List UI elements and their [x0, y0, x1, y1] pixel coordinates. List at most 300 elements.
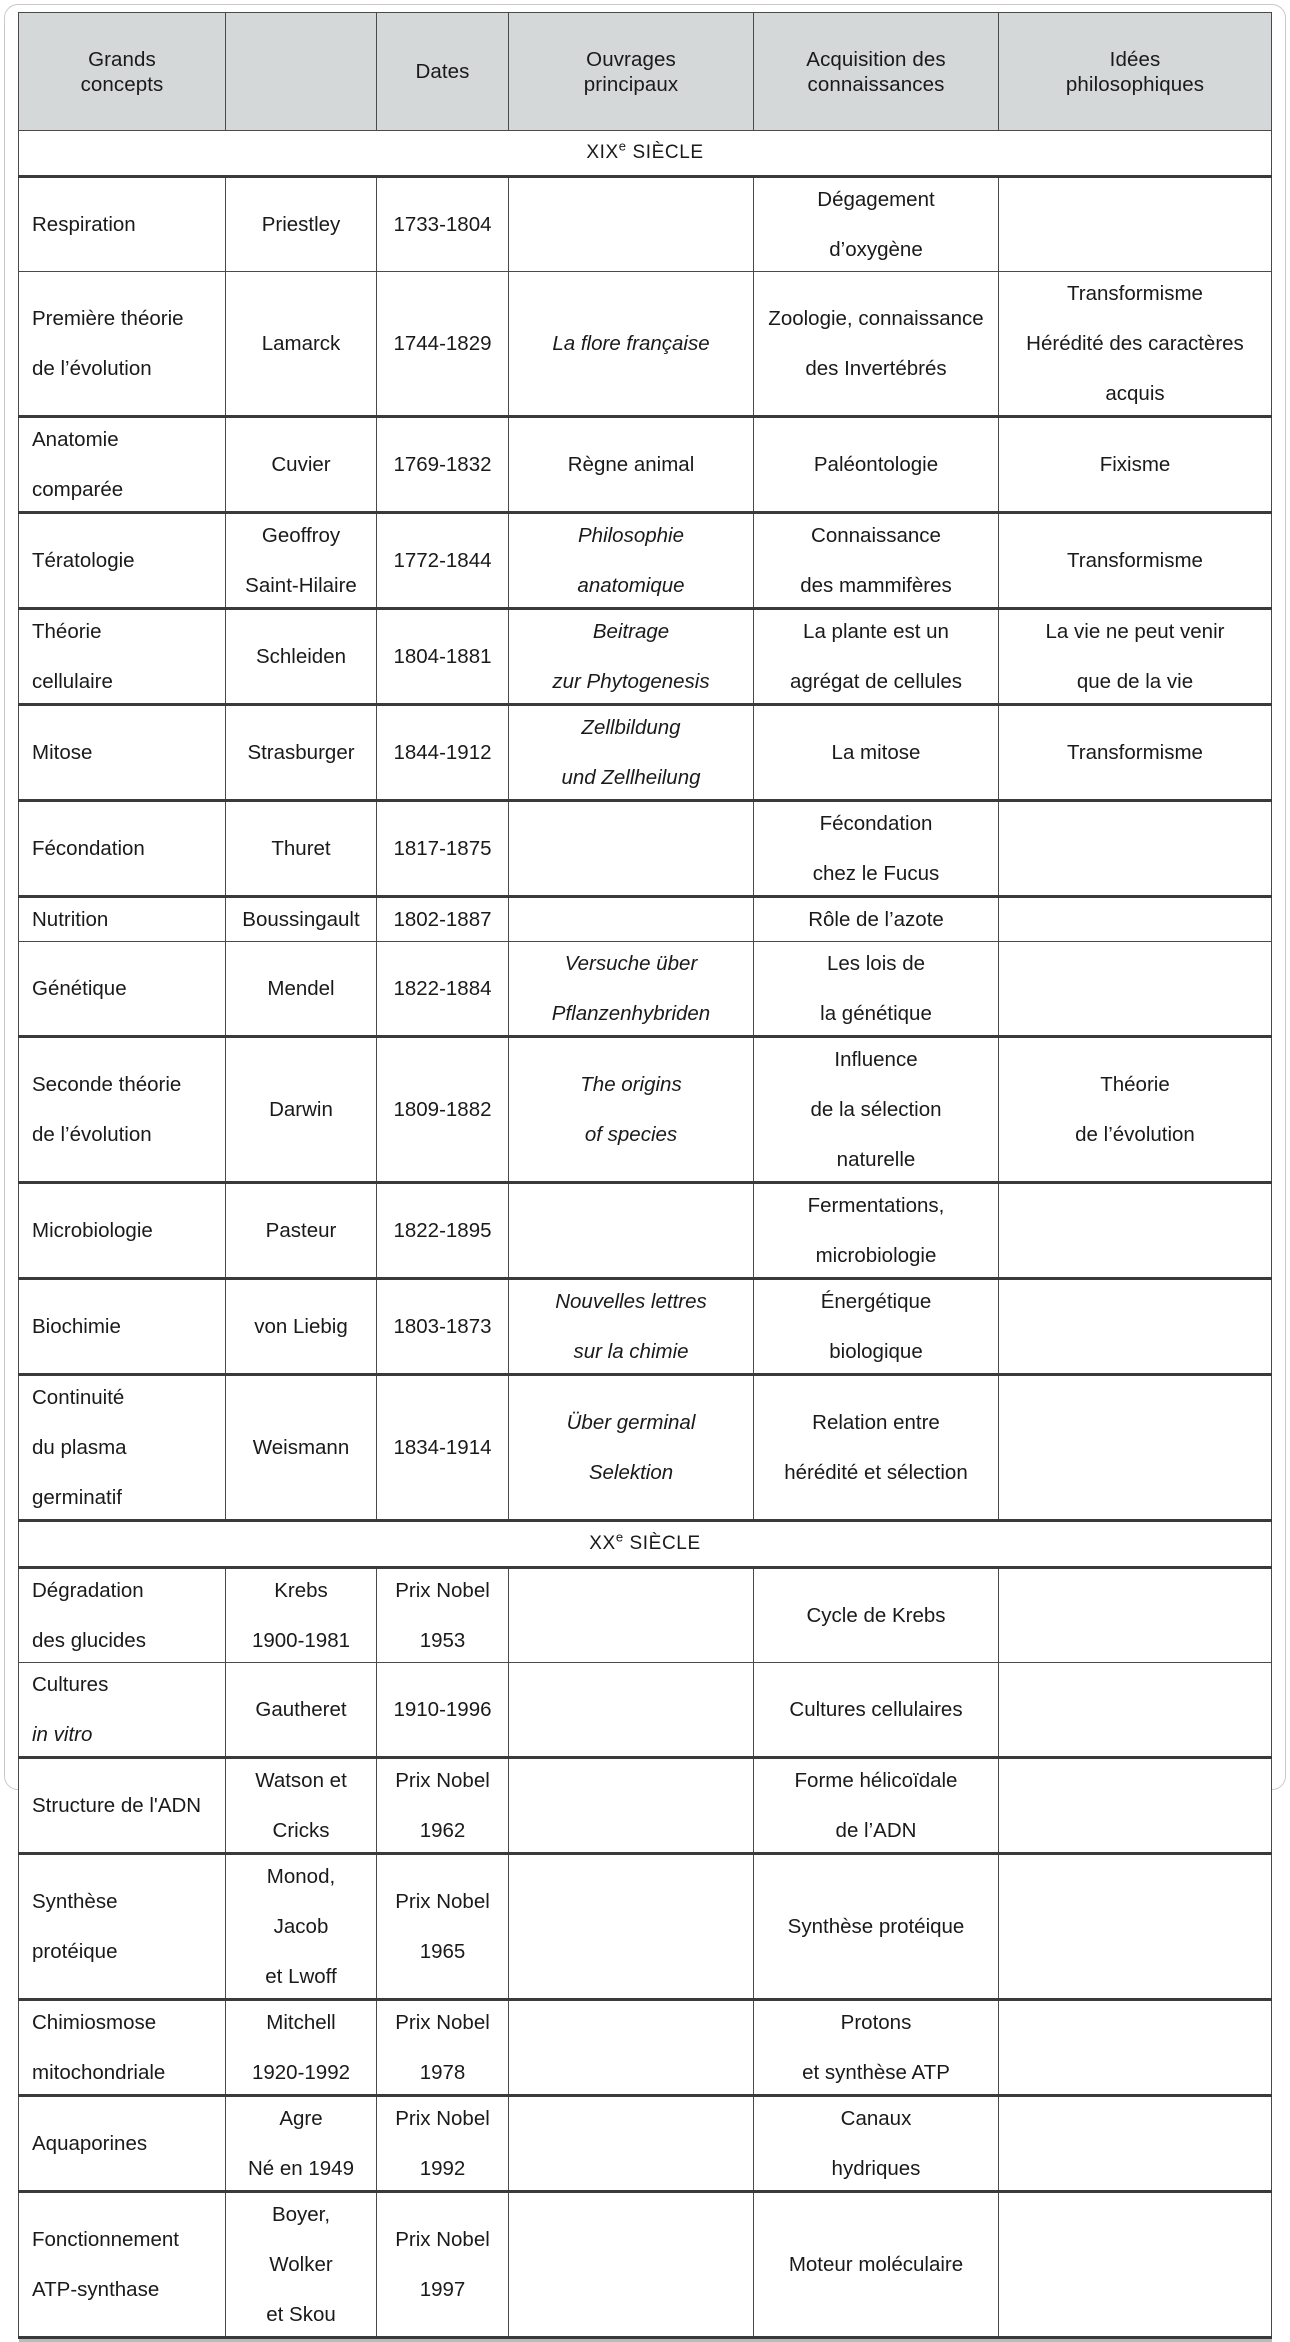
cell-line: Énergétique [820, 1290, 932, 1314]
cell-line: hydriques [831, 2157, 921, 2181]
cell-line: Pasteur [265, 1219, 337, 1243]
cell-line: 1844-1912 [393, 741, 492, 765]
cell-line: Cricks [272, 1819, 330, 1843]
cell-works [509, 1663, 754, 1758]
cell-line: Cuvier [271, 453, 331, 477]
cell-line: de l’évolution [1075, 1123, 1195, 1147]
cell-dates [377, 417, 509, 513]
cell-knowledge [754, 1854, 999, 2000]
cell-line: Jacob [273, 1915, 329, 1939]
cell-line: du plasma [32, 1436, 127, 1460]
cell-ideas [999, 609, 1272, 705]
cell-line: que de la vie [1076, 670, 1194, 694]
cell-line: 1822-1895 [393, 1219, 492, 1243]
cell-concept [19, 609, 226, 705]
table-row [19, 1279, 1272, 1375]
header-line-1: Ouvrages [586, 47, 676, 71]
cell-line: Synthèse protéique [787, 1915, 965, 1939]
cell-author [226, 1568, 377, 1663]
cell-concept [19, 1183, 226, 1279]
table-row [19, 2192, 1272, 2338]
cell-works [509, 513, 754, 609]
cell-ideas [999, 1568, 1272, 1663]
cell-line: 1992 [419, 2157, 466, 2181]
cell-line: Moteur moléculaire [788, 2253, 964, 2277]
cell-line: Dégradation [32, 1579, 144, 1603]
table-row [19, 1183, 1272, 1279]
cell-line: 1802-1887 [393, 908, 492, 932]
cell-line: Les lois de [826, 952, 925, 976]
cell-line: 1822-1884 [393, 977, 492, 1001]
cell-knowledge [754, 2000, 999, 2096]
cell-line: Agre [279, 2107, 323, 2131]
cell-ideas [999, 1854, 1272, 2000]
cell-works [509, 1758, 754, 1854]
cell-line: Selektion [588, 1461, 674, 1485]
cell-line: Règne animal [567, 453, 695, 477]
header-line-1: Acquisition des [806, 47, 946, 71]
cell-knowledge [754, 1037, 999, 1183]
cell-line: mitochondriale [32, 2061, 166, 2085]
century-separator-row [19, 131, 1272, 177]
table-header [19, 13, 1272, 131]
cell-author [226, 2000, 377, 2096]
cell-line: Prix Nobel [395, 2011, 490, 2035]
cell-line: Forme hélicoïdale [794, 1769, 958, 1793]
cell-knowledge [754, 1758, 999, 1854]
cell-works [509, 1037, 754, 1183]
cell-author [226, 513, 377, 609]
cell-line: d’oxygène [829, 238, 923, 262]
cell-dates [377, 1037, 509, 1183]
header-line-2: philosophiques [1065, 72, 1205, 96]
cell-line: Cycle de Krebs [806, 1604, 946, 1628]
cell-author [226, 1758, 377, 1854]
cell-works [509, 2192, 754, 2338]
table-row [19, 513, 1272, 609]
cell-line: Gautheret [255, 1698, 347, 1722]
cell-line: Fonctionnement [32, 2228, 180, 2252]
century-label: XIXe SIÈCLE [19, 131, 1272, 177]
cell-line: Mitose [32, 741, 93, 765]
cell-knowledge [754, 1279, 999, 1375]
cell-line: Hérédité des caractères [1026, 332, 1244, 356]
cell-concept [19, 897, 226, 942]
cell-works [509, 1279, 754, 1375]
cell-concept [19, 801, 226, 897]
cell-dates [377, 2192, 509, 2338]
cell-dates [377, 272, 509, 417]
header-line-2: connaissances [807, 72, 945, 96]
cell-line: Canaux [840, 2107, 912, 2131]
cell-line: Lamarck [261, 332, 341, 356]
cell-knowledge [754, 609, 999, 705]
cell-works [509, 272, 754, 417]
cell-knowledge [754, 417, 999, 513]
cell-knowledge [754, 801, 999, 897]
cell-concept [19, 177, 226, 272]
cell-line: Protons [840, 2011, 912, 2035]
cell-line: Prix Nobel [395, 1769, 490, 1793]
cell-dates [377, 177, 509, 272]
cell-dates [377, 942, 509, 1037]
table-row [19, 2000, 1272, 2096]
cell-line: Transformisme [1067, 282, 1203, 306]
cell-concept [19, 417, 226, 513]
cell-line: Continuité [32, 1386, 125, 1410]
cell-line: Fécondation [32, 837, 145, 861]
cell-line: La flore française [552, 332, 710, 356]
cell-line: und Zellheilung [561, 766, 701, 790]
cell-line: Wolker [269, 2253, 333, 2277]
cell-line: Strasburger [247, 741, 355, 765]
cell-line: 1965 [419, 1940, 466, 1964]
cell-knowledge [754, 705, 999, 801]
concepts-table [18, 12, 1272, 2339]
cell-knowledge [754, 1568, 999, 1663]
cell-knowledge [754, 897, 999, 942]
table-row [19, 272, 1272, 417]
cell-author [226, 705, 377, 801]
cell-dates [377, 1758, 509, 1854]
cell-dates [377, 1375, 509, 1521]
cell-line: La vie ne peut venir [1045, 620, 1225, 644]
cell-line: Zellbildung [581, 716, 681, 740]
cell-dates [377, 801, 509, 897]
cell-works [509, 897, 754, 942]
cell-knowledge [754, 272, 999, 417]
cell-line: hérédité et sélection [784, 1461, 968, 1485]
cell-ideas [999, 1663, 1272, 1758]
cell-line: de la sélection [810, 1098, 942, 1122]
cell-line: The origins [580, 1073, 682, 1097]
cell-line: la génétique [820, 1002, 932, 1026]
cell-line: Versuche über [564, 952, 698, 976]
cell-line: 1900-1981 [251, 1629, 351, 1653]
cell-line: 1804-1881 [393, 645, 492, 669]
cell-works [509, 801, 754, 897]
cell-line: de l’évolution [32, 357, 152, 381]
cell-line: Saint-Hilaire [245, 574, 357, 598]
cell-ideas [999, 2096, 1272, 2192]
cell-line: Génétique [32, 977, 127, 1001]
cell-works [509, 417, 754, 513]
cell-line: cellulaire [32, 670, 113, 694]
cell-ideas [999, 513, 1272, 609]
cell-concept [19, 1279, 226, 1375]
header-line-1: Grands [88, 47, 156, 71]
cell-dates [377, 897, 509, 942]
cell-concept [19, 942, 226, 1037]
header-row [19, 13, 1272, 131]
cell-author [226, 1037, 377, 1183]
cell-concept [19, 2096, 226, 2192]
cell-line: of species [584, 1123, 678, 1147]
cell-line: 1803-1873 [393, 1315, 492, 1339]
cell-line: Paléontologie [813, 453, 939, 477]
cell-line: zur Phytogenesis [552, 670, 710, 694]
cell-line: 1809-1882 [393, 1098, 492, 1122]
cell-line: Mendel [267, 977, 335, 1001]
cell-line: Transformisme [1067, 549, 1203, 573]
table-row [19, 1375, 1272, 1521]
cell-line: Cultures cellulaires [789, 1698, 963, 1722]
cell-line: La mitose [831, 741, 921, 765]
cell-dates [377, 1663, 509, 1758]
cell-knowledge [754, 177, 999, 272]
cell-line: et synthèse ATP [802, 2061, 950, 2085]
cell-line: Influence [834, 1048, 918, 1072]
cell-line: 1997 [419, 2278, 466, 2302]
cell-line: Mitchell [266, 2011, 336, 2035]
cell-works [509, 705, 754, 801]
cell-line: in vitro [32, 1723, 93, 1747]
cell-line: des mammifères [800, 574, 952, 598]
cell-line: comparée [32, 478, 124, 502]
cell-line: Beitrage [592, 620, 670, 644]
cell-line: Cultures [32, 1673, 109, 1697]
table-row [19, 705, 1272, 801]
column-header-ideas [999, 13, 1272, 131]
cell-author [226, 609, 377, 705]
cell-line: Nouvelles lettres [555, 1290, 707, 1314]
cell-line: Microbiologie [32, 1219, 153, 1243]
cell-line: Première théorie [32, 307, 184, 331]
cell-ideas [999, 1183, 1272, 1279]
cell-concept [19, 1663, 226, 1758]
cell-concept [19, 2000, 226, 2096]
cell-line: Théorie [32, 620, 102, 644]
cell-ideas [999, 801, 1272, 897]
cell-line: Pflanzenhybriden [551, 1002, 711, 1026]
cell-line: Aquaporines [32, 2132, 148, 2156]
cell-works [509, 2000, 754, 2096]
century-ordinal-suffix: e [615, 1529, 624, 1545]
cell-line: et Lwoff [265, 1965, 337, 1989]
cell-dates [377, 705, 509, 801]
table-row [19, 609, 1272, 705]
cell-line: Prix Nobel [395, 2228, 490, 2252]
cell-line: Tératologie [32, 549, 135, 573]
cell-line: Fermentations, [807, 1194, 945, 1218]
cell-ideas [999, 897, 1272, 942]
cell-line: Krebs [274, 1579, 328, 1603]
cell-line: 1769-1832 [393, 453, 492, 477]
table-row [19, 1568, 1272, 1663]
cell-ideas [999, 2192, 1272, 2338]
cell-author [226, 1183, 377, 1279]
table-row [19, 942, 1272, 1037]
cell-line: Philosophie [578, 524, 684, 548]
cell-line: Transformisme [1067, 741, 1203, 765]
cell-author [226, 2096, 377, 2192]
cell-dates [377, 2096, 509, 2192]
cell-line: Prix Nobel [395, 1579, 490, 1603]
cell-concept [19, 1568, 226, 1663]
cell-author [226, 1279, 377, 1375]
cell-line: de l’ADN [835, 1819, 917, 1843]
cell-author [226, 417, 377, 513]
cell-ideas [999, 1279, 1272, 1375]
cell-ideas [999, 177, 1272, 272]
cell-works [509, 1568, 754, 1663]
cell-knowledge [754, 1375, 999, 1521]
cell-line: Über germinal [566, 1411, 696, 1435]
column-header-concepts [19, 13, 226, 131]
table-row [19, 1663, 1272, 1758]
cell-line: de l’évolution [32, 1123, 152, 1147]
cell-line: Fixisme [1099, 453, 1171, 477]
cell-line: 1920-1992 [251, 2061, 351, 2085]
cell-knowledge [754, 2096, 999, 2192]
cell-line: Geoffroy [261, 524, 341, 548]
cell-line: Prix Nobel [395, 2107, 490, 2131]
cell-dates [377, 513, 509, 609]
cell-works [509, 177, 754, 272]
header-line-1: Idées [1109, 47, 1161, 71]
cell-author [226, 272, 377, 417]
cell-ideas [999, 272, 1272, 417]
cell-line: 1910-1996 [393, 1698, 492, 1722]
cell-knowledge [754, 2192, 999, 2338]
cell-line: Prix Nobel [395, 1890, 490, 1914]
cell-line: 1834-1914 [393, 1436, 492, 1460]
cell-author [226, 2192, 377, 2338]
cell-line: 1817-1875 [393, 837, 492, 861]
cell-concept [19, 1037, 226, 1183]
column-header-author [226, 13, 377, 131]
header-line-2: concepts [80, 72, 164, 96]
cell-author [226, 1663, 377, 1758]
cell-line: Structure de l'ADN [32, 1794, 202, 1818]
table-row [19, 1758, 1272, 1854]
cell-works [509, 2096, 754, 2192]
cell-author [226, 801, 377, 897]
cell-line: Théorie [1100, 1073, 1170, 1097]
cell-dates [377, 1279, 509, 1375]
cell-concept [19, 1854, 226, 2000]
century-ordinal-suffix: e [618, 138, 627, 154]
cell-line: et Skou [266, 2303, 336, 2327]
cell-line: Schleiden [255, 645, 347, 669]
cell-line: La plante est un [803, 620, 949, 644]
cell-dates [377, 609, 509, 705]
cell-line: 1733-1804 [393, 213, 492, 237]
cell-ideas [999, 1375, 1272, 1521]
cell-line: 1772-1844 [393, 549, 492, 573]
table-row [19, 897, 1272, 942]
cell-ideas [999, 942, 1272, 1037]
table-row [19, 801, 1272, 897]
century-label: XXe SIÈCLE [19, 1521, 1272, 1568]
table-row [19, 1854, 1272, 2000]
cell-line: Né en 1949 [247, 2157, 354, 2181]
cell-works [509, 942, 754, 1037]
cell-ideas [999, 1037, 1272, 1183]
column-header-dates: Dates [377, 13, 509, 131]
cell-author [226, 897, 377, 942]
cell-line: chez le Fucus [812, 862, 940, 886]
cell-knowledge [754, 1663, 999, 1758]
table-row [19, 417, 1272, 513]
cell-line: protéique [32, 1940, 118, 1964]
cell-works [509, 1183, 754, 1279]
cell-line: Boyer, [271, 2203, 331, 2227]
cell-knowledge [754, 513, 999, 609]
table-body [19, 131, 1272, 2338]
cell-works [509, 1854, 754, 2000]
cell-author [226, 1854, 377, 2000]
table-row [19, 1037, 1272, 1183]
cell-line: Synthèse [32, 1890, 118, 1914]
cell-line: germinatif [32, 1486, 123, 1510]
cell-line: microbiologie [815, 1244, 937, 1268]
cell-dates [377, 1568, 509, 1663]
cell-line: naturelle [836, 1148, 916, 1172]
cell-line: 1962 [419, 1819, 466, 1843]
cell-concept [19, 1375, 226, 1521]
cell-line: Rôle de l’azote [808, 908, 944, 932]
cell-line: biologique [829, 1340, 923, 1364]
cell-line: ATP-synthase [32, 2278, 160, 2302]
cell-line: sur la chimie [573, 1340, 689, 1364]
cell-line: Thuret [271, 837, 331, 861]
cell-author [226, 942, 377, 1037]
cell-concept [19, 2192, 226, 2338]
cell-concept [19, 272, 226, 417]
column-header-knowledge [754, 13, 999, 131]
cell-line: Nutrition [32, 908, 109, 932]
cell-line: Priestley [261, 213, 341, 237]
cell-line: Biochimie [32, 1315, 121, 1339]
cell-line: Watson et [255, 1769, 347, 1793]
cell-line: des Invertébrés [805, 357, 947, 381]
cell-line: Connaissance [811, 524, 941, 548]
table-row [19, 177, 1272, 272]
cell-knowledge [754, 942, 999, 1037]
cell-author [226, 1375, 377, 1521]
cell-line: Fécondation [819, 812, 933, 836]
cell-line: 1978 [419, 2061, 466, 2085]
cell-line: Weismann [252, 1436, 350, 1460]
cell-dates [377, 2000, 509, 2096]
cell-ideas [999, 705, 1272, 801]
cell-ideas [999, 2000, 1272, 2096]
cell-line: Zoologie, connaissance [768, 307, 984, 331]
cell-line: agrégat de cellules [789, 670, 963, 694]
cell-dates [377, 1183, 509, 1279]
cell-dates [377, 1854, 509, 2000]
cell-line: Chimiosmose [32, 2011, 157, 2035]
header-line-2: principaux [583, 72, 679, 96]
column-header-works [509, 13, 754, 131]
cell-concept [19, 1758, 226, 1854]
cell-works [509, 609, 754, 705]
cell-line: Monod, [266, 1865, 336, 1889]
cell-line: Respiration [32, 213, 136, 237]
cell-line: acquis [1105, 382, 1165, 406]
cell-author [226, 177, 377, 272]
cell-line: von Liebig [254, 1315, 348, 1339]
cell-concept [19, 513, 226, 609]
cell-concept [19, 705, 226, 801]
cell-line: Relation entre [812, 1411, 940, 1435]
cell-ideas [999, 1758, 1272, 1854]
cell-ideas [999, 417, 1272, 513]
table-row [19, 2096, 1272, 2192]
cell-line: 1744-1829 [393, 332, 492, 356]
cell-line: Boussingault [242, 908, 360, 932]
